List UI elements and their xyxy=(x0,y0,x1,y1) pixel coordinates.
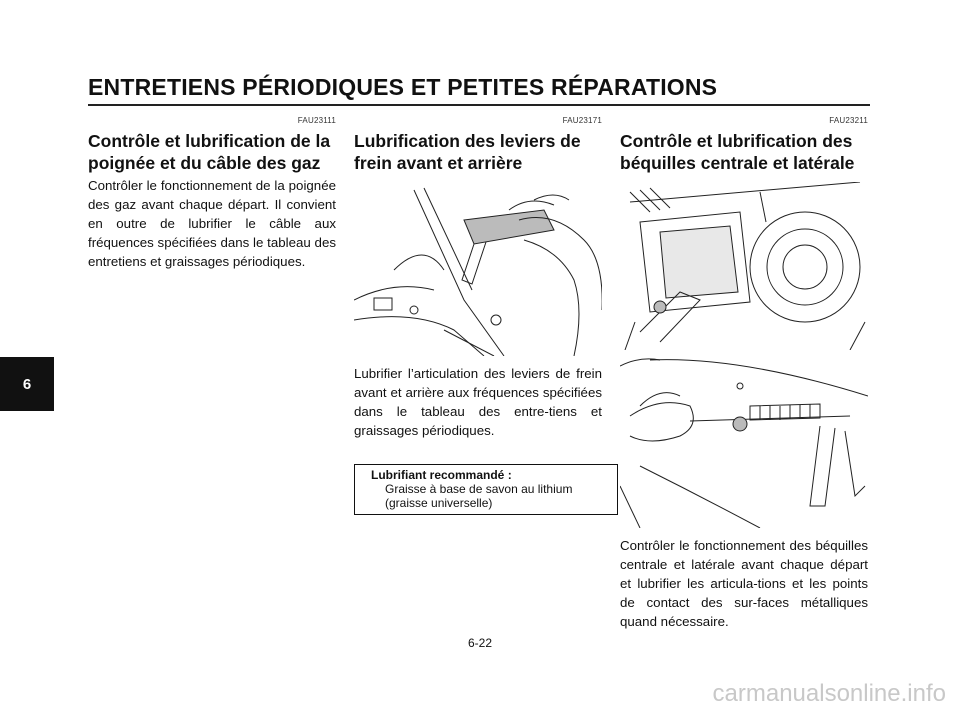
section-brake-levers xyxy=(354,116,602,515)
page-number: 6-22 xyxy=(467,636,493,650)
side-stand-illustration xyxy=(620,356,868,528)
header-rule xyxy=(88,104,870,106)
section-code: FAU23171 xyxy=(562,116,602,125)
section-body: Contrôler le fonctionnement de la poignée des gaz avant chaque départ. Il convient en outre de lubrifier le câble aux fréquences spécifiées dans le tableau des entretiens et graissages périodiques. xyxy=(88,178,336,269)
section-title: Lubrification des leviers de frein avant et arrière xyxy=(354,131,581,173)
section-body: Contrôler le fonctionnement des béquilles centrale et latérale avant chaque départ et lubrifier les articula-tions et les points de contact des sur-faces métalliques quand nécessaire. xyxy=(620,538,868,629)
chapter-tab: 6 xyxy=(0,357,54,411)
section-code: FAU23111 xyxy=(297,116,336,125)
center-stand-illustration xyxy=(620,182,868,350)
section-title: Contrôle et lubrification des béquilles centrale et latérale xyxy=(620,131,855,173)
lubricant-value: Graisse à base de savon au lithium (graisse universelle) xyxy=(385,482,573,510)
section-throttle xyxy=(88,116,336,271)
section-code: FAU23211 xyxy=(829,116,868,125)
watermark: carmanualsonline.info xyxy=(712,680,946,707)
brake-lever-illustration xyxy=(354,180,602,356)
section-stands xyxy=(620,116,868,631)
section-title: Contrôle et lubrification de la poignée et du câble des gaz xyxy=(88,131,331,173)
lubricant-box xyxy=(354,464,618,515)
section-body: Lubrifier l’articulation des leviers de frein avant et arrière aux fréquences spécifiées dans le tableau des entre-tiens et graissages périodiques. xyxy=(354,366,602,438)
page-header-title: ENTRETIENS PÉRIODIQUES ET PETITES RÉPARATIONS xyxy=(88,74,718,100)
lubricant-title: Lubrifiant recommandé : xyxy=(371,468,512,482)
